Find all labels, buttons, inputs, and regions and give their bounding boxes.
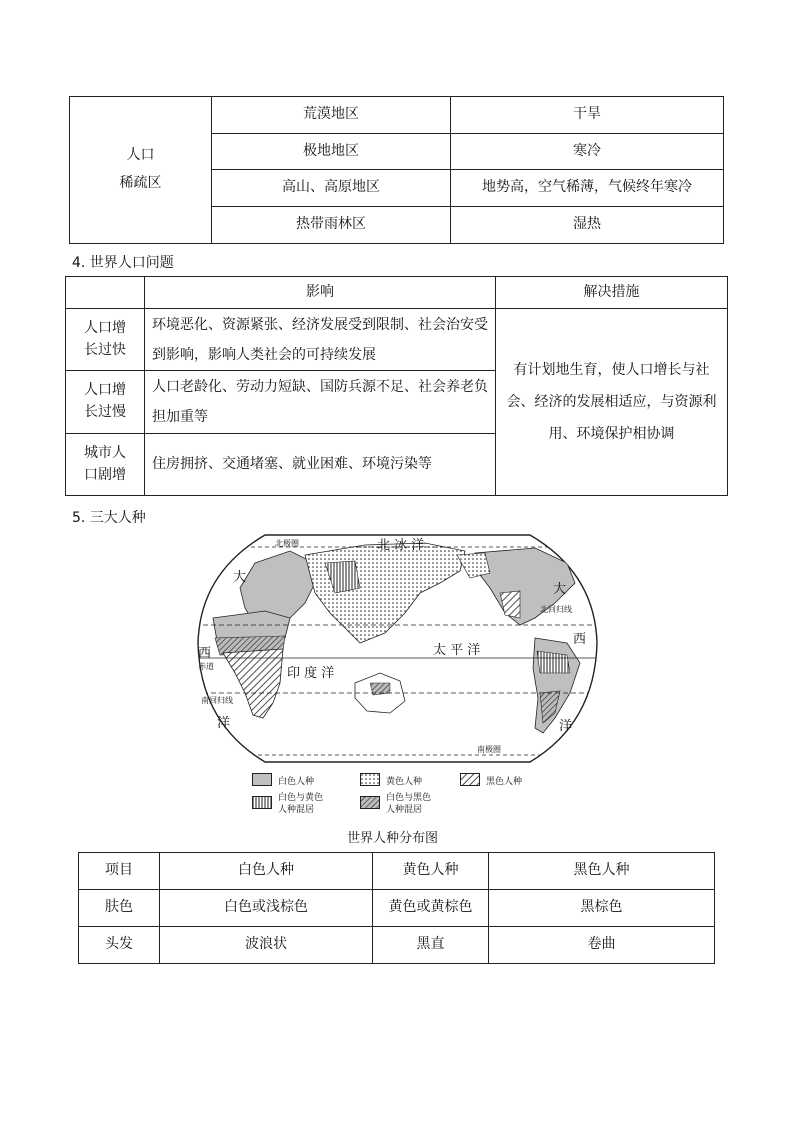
label-arctic-ocean: 北 冰 洋 xyxy=(377,538,425,553)
corner-cell xyxy=(66,277,145,309)
label-atlantic-left-1: 大 xyxy=(233,570,247,585)
measures-line3: 用、环境保护相协调 xyxy=(548,426,675,442)
legend-line1: 白色与黄色 xyxy=(278,793,324,803)
map-caption: 世界人种分布图 xyxy=(347,831,439,846)
label-line2: 长过快 xyxy=(84,341,126,358)
label-tropic-capricorn: 南回归线 xyxy=(201,696,233,705)
table-cell: 黑直 xyxy=(373,927,489,964)
impact-line1: 环境恶化、资源紧张、经济发展受到限制、社会治安受 xyxy=(152,316,488,333)
legend-line2: 人种混居 xyxy=(278,805,315,815)
label-atlantic-right-3: 洋 xyxy=(559,719,573,734)
problem-label xyxy=(66,309,145,371)
label-atlantic-left-2: 西 xyxy=(198,646,212,661)
table-cell: 波浪状 xyxy=(160,927,373,964)
header-impact: 影响 xyxy=(145,277,496,309)
legend-label-black: 黑色人种 xyxy=(486,777,523,787)
races-table xyxy=(78,852,715,964)
legend-label-white: 白色人种 xyxy=(278,777,315,787)
sparse-population-table xyxy=(69,96,724,244)
region-cell: 高山、高原地区 xyxy=(212,170,451,207)
impact-cell xyxy=(145,371,496,434)
region-cell: 极地地区 xyxy=(212,134,451,170)
world-race-map xyxy=(195,533,600,765)
label-tropic-cancer: 北回归线 xyxy=(540,605,572,614)
label-line1: 城市人 xyxy=(84,444,126,461)
legend-line1: 白色与黑色 xyxy=(386,793,432,803)
table-cell: 黄色或黄棕色 xyxy=(373,890,489,927)
measures-line1: 有计划地生育，使人口增长与社 xyxy=(513,362,710,378)
sparse-row-header xyxy=(70,97,212,244)
impact-cell: 住房拥挤、交通堵塞、就业困难、环境污染等 xyxy=(145,434,496,496)
label-indian: 印 度 洋 xyxy=(287,666,335,681)
table-cell: 头发 xyxy=(79,927,160,964)
table-cell: 黑棕色 xyxy=(489,890,715,927)
label-line1: 人口增 xyxy=(84,319,126,336)
label-equator: 赤道 xyxy=(198,662,214,671)
legend-swatch-white xyxy=(252,773,272,786)
label-line2: 口剧增 xyxy=(84,466,126,483)
legend-line2: 人种混居 xyxy=(386,805,423,815)
label-line1: 人口增 xyxy=(84,382,126,399)
row-header-line1: 人口 xyxy=(126,147,155,164)
label-atlantic-right-1: 大 xyxy=(553,582,567,597)
table-cell: 白色或浅棕色 xyxy=(160,890,373,927)
label-pacific: 太 平 洋 xyxy=(433,643,481,658)
legend-label-white-black xyxy=(386,792,431,816)
legend-label-white-yellow xyxy=(278,792,323,816)
legend-label-yellow: 黄色人种 xyxy=(386,777,423,787)
section5-title: 5. 三大人种 xyxy=(72,510,146,526)
legend-swatch-white-black xyxy=(360,796,380,809)
impact-line1: 人口老龄化、劳动力短缺、国防兵源不足、社会养老负 xyxy=(152,379,488,395)
region-cell: 荒漠地区 xyxy=(212,97,451,134)
reason-cell: 地势高，空气稀薄，气候终年寒冷 xyxy=(451,170,724,207)
label-north-polar-circle: 北极圈 xyxy=(275,539,299,548)
label-south-polar-circle: 南极圈 xyxy=(477,745,501,754)
header-cell: 黑色人种 xyxy=(489,853,715,890)
problem-label xyxy=(66,434,145,496)
header-cell: 黄色人种 xyxy=(373,853,489,890)
legend-swatch-black xyxy=(460,773,480,786)
header-measures: 解决措施 xyxy=(496,277,728,309)
region-cell: 热带雨林区 xyxy=(212,207,451,244)
impact-line2: 到影响，影响人类社会的可持续发展 xyxy=(152,346,376,363)
population-problems-table xyxy=(65,276,728,496)
measures-cell xyxy=(496,309,728,496)
label-atlantic-right-2: 西 xyxy=(573,632,587,647)
label-line2: 长过慢 xyxy=(84,404,126,420)
header-cell: 项目 xyxy=(79,853,160,890)
row-header-line2: 稀疏区 xyxy=(119,175,162,191)
problem-label xyxy=(66,371,145,434)
legend-swatch-white-yellow xyxy=(252,796,272,809)
impact-cell xyxy=(145,309,496,371)
label-atlantic-left-3: 洋 xyxy=(217,716,231,731)
section4-title: 4. 世界人口问题 xyxy=(72,255,174,271)
map-legend xyxy=(252,771,552,821)
reason-cell: 寒冷 xyxy=(451,134,724,170)
table-cell: 卷曲 xyxy=(489,927,715,964)
reason-cell: 湿热 xyxy=(451,207,724,244)
legend-swatch-yellow xyxy=(360,773,380,786)
table-cell: 肤色 xyxy=(79,890,160,927)
impact-line2: 担加重等 xyxy=(152,409,208,425)
header-cell: 白色人种 xyxy=(160,853,373,890)
measures-line2: 会、经济的发展相适应，与资源利 xyxy=(506,394,717,410)
reason-cell: 干旱 xyxy=(451,97,724,134)
